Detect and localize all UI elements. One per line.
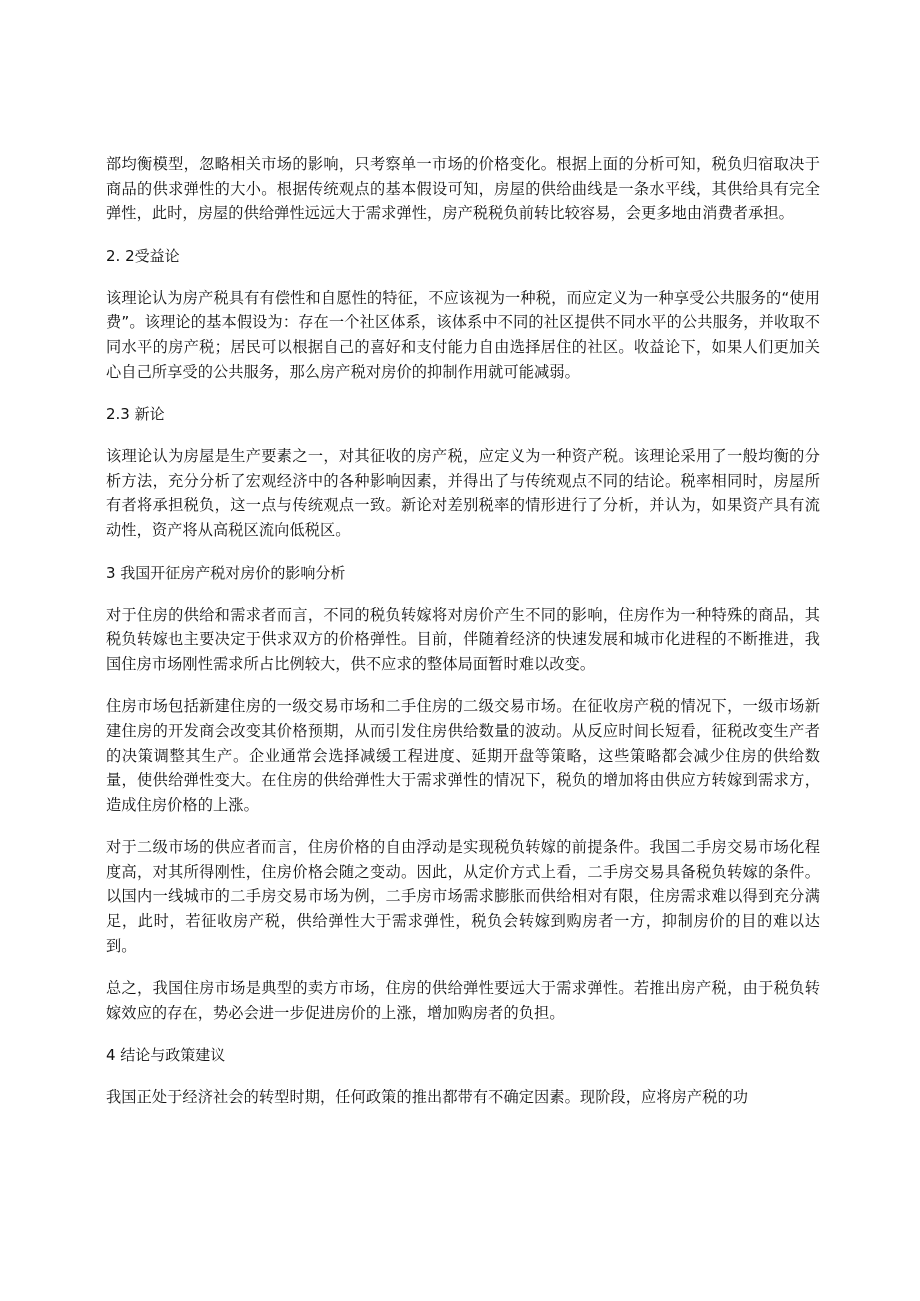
paragraph-primary-market: 住房市场包括新建住房的一级交易市场和二手住房的二级交易市场。在征收房产税的情况下，一级市场新建住房的开发商会改变其价格预期，从而引发住房供给数量的波动。从反应时间长短看，征税改变生产者的决策调整其生产。企业通常会选择减缓工程进度、延期开盘等策略，这些策略都会减少住房的供给数量，使供给弹性变大。在住房的供给弹性大于需求弹性的情况下，税负的增加将由供应方转嫁到需求方，造成住房价格的上涨。 [106, 697, 820, 814]
paragraph-new-view: 该理论认为房屋是生产要素之一，对其征收的房产税，应定义为一种资产税。该理论采用了一般均衡的分析方法，充分分析了宏观经济中的各种影响因素，并得出了与传统观点不同的结论。税率相同时，房屋所有者将承担税负，这一点与传统观点一致。新论对差别税率的情形进行了分析，并认为，如果资产具有流动性，资产将从高税区流向低税区。 [106, 447, 820, 539]
section-heading-4-conclusion: 4 结论与政策建议 [106, 1046, 226, 1065]
section-heading-2-2-benefit-theory: 2. 2受益论 [106, 246, 180, 265]
paragraph-summary: 总之，我国住房市场是典型的卖方市场，住房的供给弹性要远大于需求弹性。若推出房产税，由于税负转嫁效应的存在，势必会进一步促进房价的上涨，增加购房者的负担。 [106, 979, 820, 1022]
paragraph-traditional-view-conclusion: 部均衡模型，忽略相关市场的影响，只考察单一市场的价格变化。根据上面的分析可知，税负归宿取决于商品的供求弹性的大小。根据传统观点的基本假设可知，房屋的供给曲线是一条水平线，其供给具有完全弹性，此时，房屋的供给弹性远远大于需求弹性，房产税税负前转比较容易，会更多地由消费者承担。 [106, 155, 820, 223]
paragraph-supply-demand-elasticity: 对于住房的供给和需求者而言，不同的税负转嫁将对房价产生不同的影响，住房作为一种特殊的商品，其税负转嫁也主要决定于供求双方的价格弹性。目前，伴随着经济的快速发展和城市化进程的不断推进，我国住房市场刚性需求所占比例较大，供不应求的整体局面暂时难以改变。 [106, 605, 820, 673]
section-heading-3-impact-analysis: 3 我国开征房产税对房价的影响分析 [106, 563, 346, 582]
paragraph-conclusion-start: 我国正处于经济社会的转型时期，任何政策的推出都带有不确定因素。现阶段，应将房产税的功 [106, 1088, 749, 1107]
section-heading-2-3-new-view: 2.3 新论 [106, 405, 165, 424]
paragraph-benefit-theory: 该理论认为房产税具有有偿性和自愿性的特征，不应该视为一种税，而应定义为一种享受公共服务的“使用费”。该理论的基本假设为：存在一个社区体系，该体系中不同的社区提供不同水平的公共服务，并收取不同水平的房产税；居民可以根据自己的喜好和支付能力自由选择居住的社区。收益论下，如果人们更加关心自己所享受的公共服务，那么房产税对房价的抑制作用就可能减弱。 [106, 288, 820, 381]
paragraph-secondary-market: 对于二级市场的供应者而言，住房价格的自由浮动是实现税负转嫁的前提条件。我国二手房交易市场化程度高，对其所得刚性，住房价格会随之变动。因此，从定价方式上看，二手房交易具备税负转嫁的条件。以国内一线城市的二手房交易市场为例，二手房市场需求膨胀而供给相对有限，住房需求难以得到充分满足，此时，若征收房产税，供给弹性大于需求弹性，税负会转嫁到购房者一方，抑制房价的目的难以达到。 [106, 838, 820, 955]
